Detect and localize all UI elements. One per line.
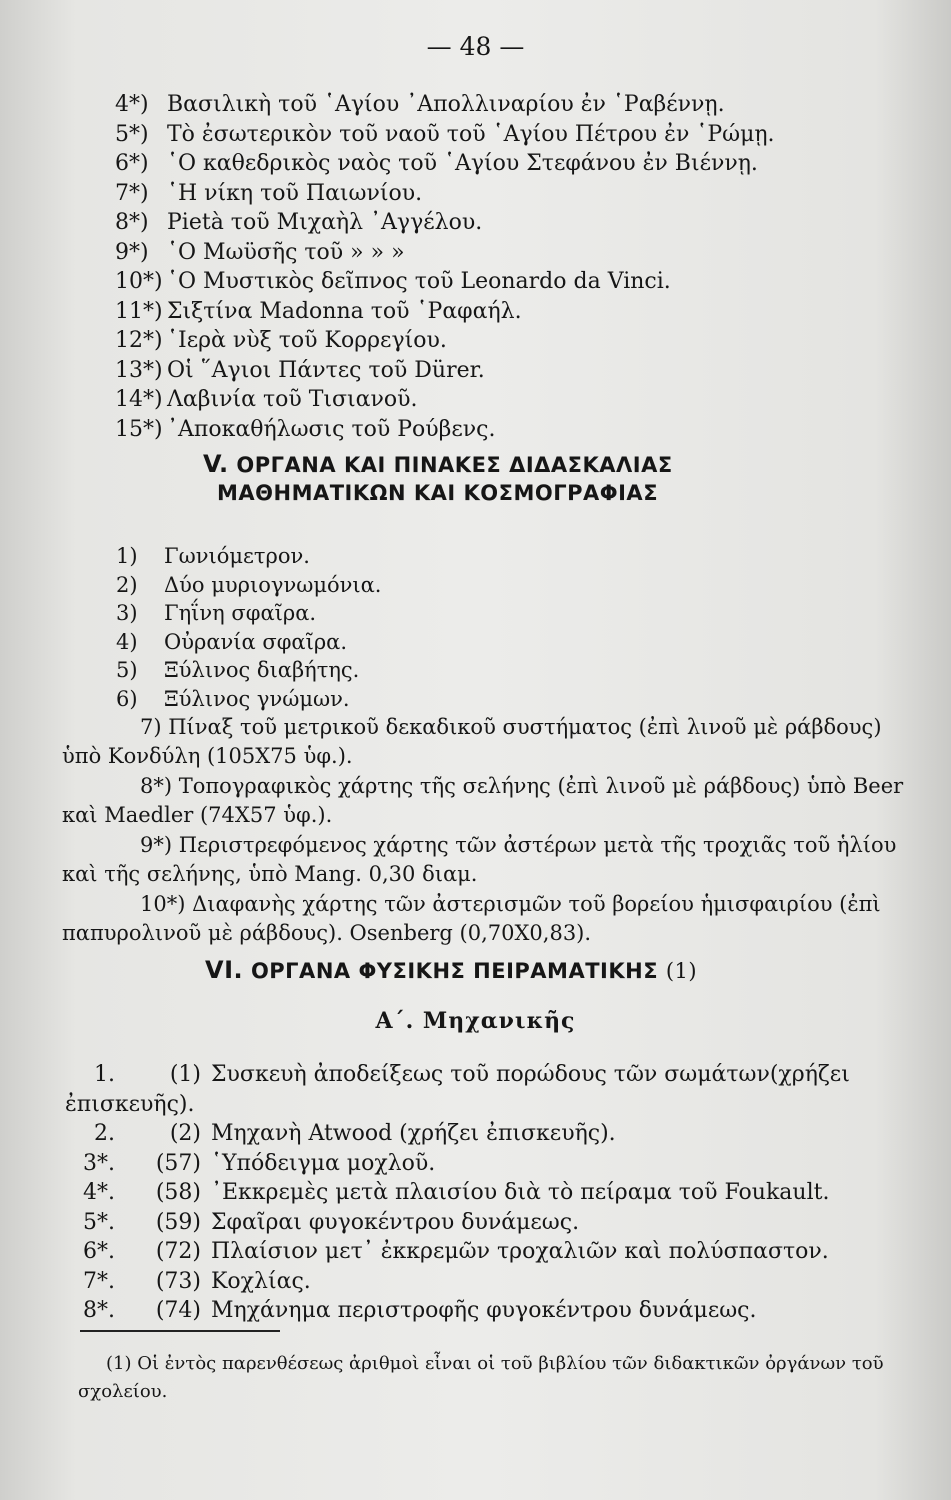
item-text: Σιξτίνα Madonna τοῦ ῾Ραφαήλ.	[167, 298, 522, 324]
item-text: Pietà τοῦ Μιχαὴλ ᾿Αγγέλου.	[167, 210, 483, 235]
paragraph-item-10: 10*) Διαφανὴς χάρτης τῶν ἀστερισμῶν τοῦ βορείου ἡμισφαιρίου (ἐπὶ παπυρολινοῦ μὲ ράβδους). Osenberg (0,70Χ0,83).	[62, 892, 881, 945]
item-number: 2.	[94, 1121, 115, 1146]
item-text: Δύο μυριογνωμόνια.	[164, 572, 382, 597]
item-text: Σφαῖραι φυγοκέντρου δυνάμεως.	[211, 1209, 580, 1235]
item-text: Λαβινία τοῦ Τισιανοῦ.	[167, 387, 418, 412]
list-item	[116, 628, 916, 657]
list-item	[115, 267, 835, 297]
list-item	[65, 1267, 915, 1297]
list-item	[115, 179, 835, 209]
item-number: 15*)	[115, 416, 163, 442]
list-item	[65, 1296, 915, 1326]
item-number: 1.	[94, 1062, 115, 1087]
mechanics-instruments-list	[65, 1060, 915, 1326]
section-heading-v	[203, 450, 673, 507]
item-catalog-number: (59)	[155, 1209, 201, 1235]
item-text: ῾Ο Μυστικὸς δεῖπνος τοῦ Leonardo da Vinci.	[167, 269, 671, 294]
item-number: 5*.	[83, 1209, 115, 1235]
section-heading-vi	[205, 956, 697, 984]
list-item	[65, 1208, 915, 1238]
list-item	[115, 415, 835, 445]
item-text: Μηχανὴ Atwood (χρήζει ἐπισκευῆς).	[211, 1121, 616, 1146]
item-text: Τὸ ἐσωτερικὸν τοῦ ναοῦ τοῦ ῾Αγίου Πέτρου ἐν ῾Ρώμῃ.	[167, 121, 775, 147]
section-roman-numeral: VI.	[205, 956, 244, 984]
list-item	[115, 385, 835, 415]
section-title: ΟΡΓΑΝΑ ΦΥΣΙΚΗΣ ΠΕΙΡΑΜΑΤΙΚΗΣ	[250, 959, 659, 983]
item-text: Κοχλίας.	[211, 1268, 311, 1294]
paragraph-item-7: 7) Πίναξ τοῦ μετρικοῦ δεκαδικοῦ συστήματος (ἐπὶ λινοῦ μὲ ράβδους) ὑπὸ Κονδύλη (105Χ75 ὑφ.).	[62, 715, 882, 768]
artworks-list	[115, 90, 835, 444]
item-text: ῾Υπόδειγμα μοχλοῦ.	[211, 1150, 436, 1176]
list-item	[116, 571, 916, 600]
item-number: 9*)	[115, 239, 149, 265]
item-text: Συσκευὴ ἀποδείξεως τοῦ πορώδους τῶν σωμάτων(χρήζει	[211, 1062, 850, 1087]
item-number: 7*)	[115, 180, 149, 206]
item-text: Βασιλικὴ τοῦ ῾Αγίου ᾿Απολλιναρίου ἐν ῾Ραβέννῃ.	[167, 92, 725, 117]
item-number: 4*)	[115, 92, 149, 117]
list-item	[116, 656, 916, 685]
item-catalog-number: (58)	[155, 1180, 201, 1205]
item-number: 10*)	[115, 269, 163, 294]
footnote: (1) Οἱ ἐντὸς παρενθέσεως ἀριθμοὶ εἶναι οἱ τοῦ βιβλίου τῶν διδακτικῶν ὀργάνων τοῦ σχολείου.	[78, 1353, 884, 1402]
item-text: ῾Ο Μωϋσῆς τοῦ » » »	[167, 239, 405, 265]
list-item	[115, 208, 835, 238]
item-catalog-number: (57)	[155, 1150, 201, 1176]
list-item	[65, 1060, 915, 1090]
item-number: 7*.	[83, 1268, 115, 1294]
list-item	[65, 1119, 915, 1149]
list-item	[115, 149, 835, 179]
subsection-heading: Α΄. Μηχανικῆς	[375, 1008, 576, 1034]
item-number: 5)	[116, 658, 138, 682]
item-catalog-number: (72)	[155, 1239, 201, 1264]
list-item	[65, 1178, 915, 1208]
item-number: 6*.	[83, 1239, 115, 1264]
item-number: 6*)	[115, 151, 149, 176]
item-number: 3*.	[83, 1150, 115, 1176]
item-catalog-number: (2)	[169, 1121, 201, 1146]
footnote-reference: (1)	[665, 959, 698, 983]
section-title-line2: ΜΑΘΗΜΑΤΙΚΩΝ ΚΑΙ ΚΟΣΜΟΓΡΑΦΙΑΣ	[217, 481, 659, 505]
list-item-continuation	[65, 1090, 915, 1120]
item-catalog-number: (73)	[155, 1268, 201, 1294]
item-text: Μηχάνημα περιστροφῆς φυγοκέντρου δυνάμεως.	[211, 1298, 757, 1323]
instruments-list	[116, 542, 916, 713]
list-item	[115, 326, 835, 356]
item-text: Πλαίσιον μετ᾿ ἐκκρεμῶν τροχαλιῶν καὶ πολύσπαστον.	[211, 1239, 829, 1264]
item-number: 8*)	[115, 210, 149, 235]
page-number: — 48 —	[426, 32, 525, 61]
list-item	[116, 685, 916, 714]
paragraph-item-9: 9*) Περιστρεφόμενος χάρτης τῶν ἀστέρων μετὰ τῆς τροχιᾶς τοῦ ἡλίου καὶ τῆς σελήνης, ὑπὸ Mang. 0,30 διαμ.	[62, 833, 897, 886]
item-text: ᾿Εκκρεμὲς μετὰ πλαισίου διὰ τὸ πείραμα τοῦ Foukault.	[211, 1180, 830, 1205]
item-number: 1)	[116, 544, 138, 568]
item-number: 13*)	[115, 357, 163, 383]
list-item	[115, 120, 835, 150]
list-item	[65, 1237, 915, 1267]
list-item	[115, 238, 835, 268]
list-item	[65, 1149, 915, 1179]
item-text: ῾Η νίκη τοῦ Παιωνίου.	[167, 180, 423, 206]
item-number: 5*)	[115, 121, 149, 147]
item-number: 6)	[116, 686, 138, 711]
item-text: Ξύλινος γνώμων.	[164, 686, 350, 711]
section-title-line1: ΟΡΓΑΝΑ ΚΑΙ ΠΙΝΑΚΕΣ ΔΙΔΑΣΚΑΛΙΑΣ	[236, 453, 673, 477]
item-text: ᾿Αποκαθήλωσις τοῦ Ρούβενς.	[167, 416, 496, 442]
item-text: Ξύλινος διαβήτης.	[164, 658, 360, 682]
paragraph-item-8: 8*) Τοπογραφικὸς χάρτης τῆς σελήνης (ἐπὶ λινοῦ μὲ ράβδους) ὑπὸ Beer καὶ Maedler (74Χ57 ὑφ.).	[62, 774, 904, 827]
section-roman-numeral: V.	[203, 450, 229, 478]
footnote-divider	[80, 1330, 280, 1332]
item-text: ῾Ο καθεδρικὸς ναὸς τοῦ ῾Αγίου Στεφάνου ἐν Βιέννῃ.	[167, 151, 758, 176]
item-text: Οἱ ῞Αγιοι Πάντες τοῦ Dürer.	[167, 357, 485, 383]
list-item	[115, 297, 835, 327]
item-number: 11*)	[115, 298, 163, 324]
item-text: ῾Ιερὰ νὺξ τοῦ Κορρεγίου.	[167, 328, 447, 353]
list-item	[115, 356, 835, 386]
item-number: 2)	[116, 572, 138, 597]
list-item	[116, 542, 916, 571]
item-number: 4)	[116, 629, 138, 654]
item-text: Γηΐνη σφαῖρα.	[164, 601, 317, 625]
item-text: ἐπισκευῆς).	[65, 1091, 195, 1117]
list-item	[116, 599, 916, 628]
item-number: 8*.	[83, 1298, 115, 1323]
item-number: 12*)	[115, 328, 163, 353]
item-number: 4*.	[83, 1180, 115, 1205]
item-text: Οὐρανία σφαῖρα.	[164, 629, 348, 654]
list-item	[115, 90, 835, 120]
item-number: 3)	[116, 601, 138, 625]
item-catalog-number: (74)	[155, 1298, 201, 1323]
item-number: 14*)	[115, 387, 163, 412]
item-catalog-number: (1)	[169, 1062, 201, 1087]
item-text: Γωνιόμετρον.	[164, 544, 310, 568]
